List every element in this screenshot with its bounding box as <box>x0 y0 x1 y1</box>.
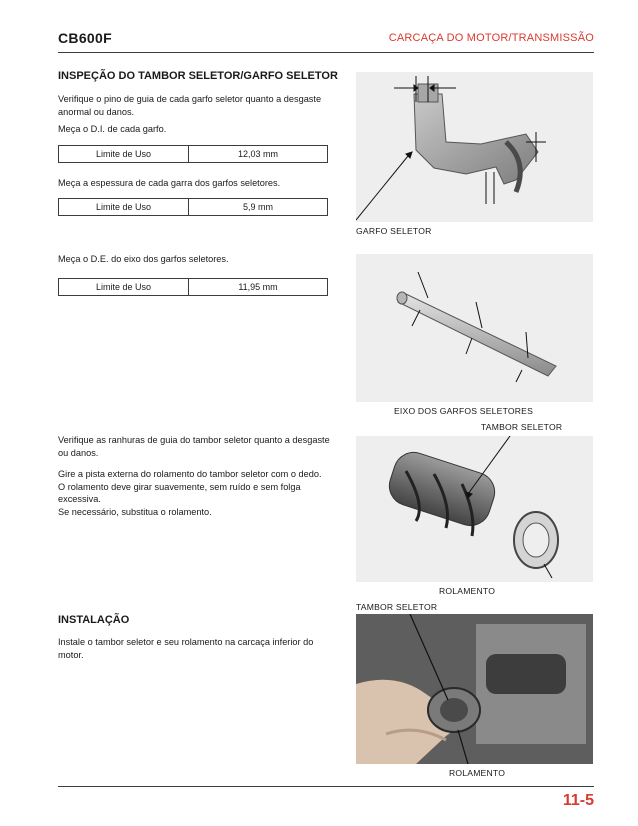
shift-fork-illustration <box>356 72 593 222</box>
limit-shaft-label: Limite de Uso <box>59 279 189 295</box>
installation-photo <box>356 614 593 764</box>
installation-text: Instale o tambor seletor e seu rolamento na carcaça inferior do motor. <box>58 637 314 660</box>
fork-shaft-photo <box>356 254 593 402</box>
measure-id-text: Meça o D.I. de cada garfo. <box>58 124 167 134</box>
measure-shaft-text: Meça o D.E. do eixo dos garfos seletores. <box>58 254 229 264</box>
shift-drum-photo <box>356 436 593 582</box>
limit-claw-table <box>58 198 328 216</box>
page-number: 11-5 <box>562 792 594 809</box>
fork-shaft-illustration <box>356 254 593 402</box>
caption-shift-fork: GARFO SELETOR <box>356 226 432 236</box>
installation-illustration <box>356 614 593 764</box>
limit-claw-label: Limite de Uso <box>59 199 189 215</box>
limit-id-label: Limite de Uso <box>59 146 189 162</box>
installation-heading: INSTALAÇÃO <box>58 614 130 626</box>
caption-fork-shaft: EIXO DOS GARFOS SELETORES <box>394 406 534 416</box>
check-fork-pin-text: Verifique o pino de guia de cada garfo seletor quanto a desgaste anormal ou danos. <box>58 94 322 117</box>
bearing-instructions-text: Gire a pista externa do rolamento do tambor seletor com o dedo. O rolamento deve girar suavemente, sem ruído e sem folga excessiva. Se necessário, substitua o rolamento. <box>58 469 322 517</box>
limit-id-table <box>58 145 328 163</box>
header-rule <box>58 52 594 53</box>
footer-rule <box>58 786 594 787</box>
limit-claw-value: 5,9 mm <box>242 202 273 212</box>
caption-drum-1: TAMBOR SELETOR <box>481 422 563 432</box>
shift-fork-photo <box>356 72 593 222</box>
limit-shaft-table <box>58 278 328 296</box>
caption-bearing-1: ROLAMENTO <box>439 586 496 596</box>
limit-id-value: 12,03 mm <box>237 149 279 159</box>
check-drum-text: Verifique as ranhuras de guia do tambor seletor quanto a desgaste ou danos. <box>58 435 330 458</box>
section-title: CARCAÇA DO MOTOR/TRANSMISSÃO <box>388 32 594 44</box>
caption-drum-2: TAMBOR SELETOR <box>356 602 438 612</box>
limit-shaft-value: 11,95 mm <box>238 282 278 292</box>
shift-drum-illustration <box>356 436 593 582</box>
manual-model: CB600F <box>58 30 112 46</box>
measure-claw-text: Meça a espessura de cada garra dos garfos seletores. <box>58 178 281 188</box>
caption-bearing-2: ROLAMENTO <box>449 768 506 778</box>
inspection-heading: INSPEÇÃO DO TAMBOR SELETOR/GARFO SELETOR <box>58 70 338 82</box>
